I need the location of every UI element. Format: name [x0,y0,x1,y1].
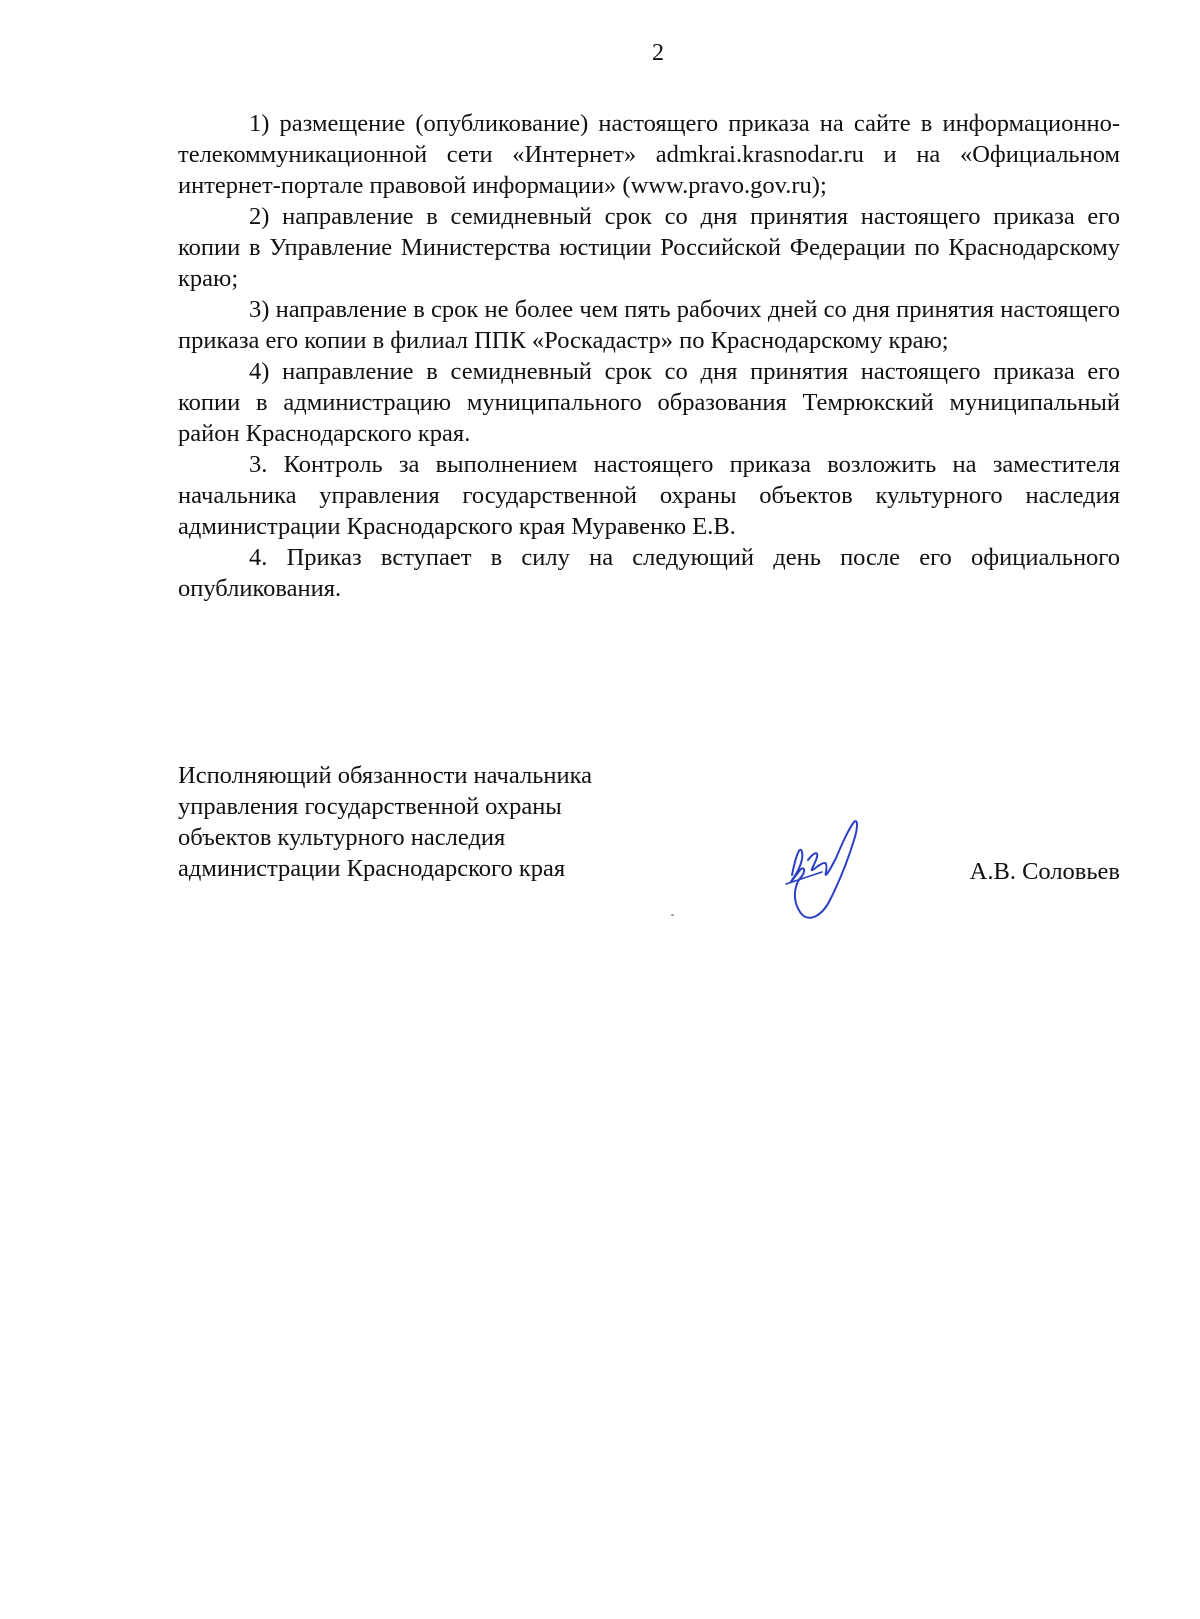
handwritten-signature [778,800,878,930]
signer-name: А.В. Соловьев [969,858,1120,885]
page-number: 2 [652,40,664,66]
signer-title-line: объектов культурного наследия [178,824,506,851]
signer-title-line: администрации Краснодарского края [178,855,566,882]
signer-title-line: управления государственной охраны [178,793,562,820]
document-body [178,108,1120,604]
paragraph-effective-date: 4. Приказ вступает в силу на следующий день после его официального опубликования. [178,544,1120,602]
scan-speck [671,914,674,916]
paragraph-roskadastr-copy: 3) направление в срок не более чем пять рабочих дней со дня принятия настоящего приказа его копии в филиал ППК «Роскадастр» по Краснодарскому краю; [178,296,1120,354]
signer-title [178,760,592,884]
signature-block [178,760,1120,930]
paragraph-control: 3. Контроль за выполнением настоящего приказа возложить на заместителя начальника управления государственной охраны объектов культурного наследия администрации Краснодарского края Муравенко Е.В. [178,451,1120,540]
signer-title-line: Исполняющий обязанности начальника [178,762,592,789]
paragraph-publication: 1) размещение (опубликование) настоящего приказа на сайте в информационно-телекоммуникационной сети «Интернет» admkrai.krasnodar.ru и на «Официальном интернет-портале правовой информации» (www.pravo.gov.ru); [178,110,1120,199]
paragraph-municipality-copy: 4) направление в семидневный срок со дня принятия настоящего приказа его копии в администрацию муниципального образования Темрюкский муниципальный район Краснодарского края. [178,358,1120,447]
paragraph-ministry-copy: 2) направление в семидневный срок со дня принятия настоящего приказа его копии в Управление Министерства юстиции Российской Федерации по Краснодарскому краю; [178,203,1120,292]
